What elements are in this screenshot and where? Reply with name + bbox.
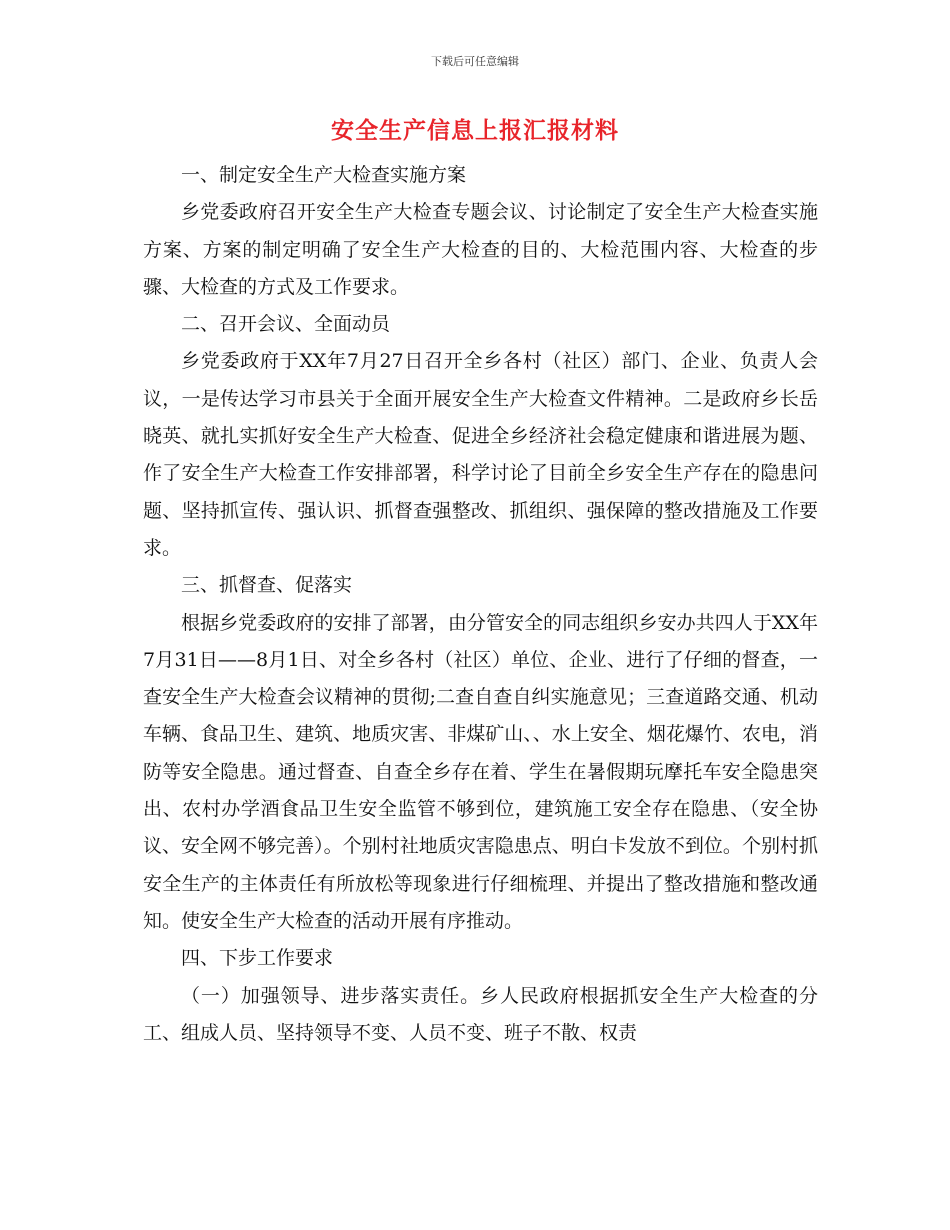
- paragraph-2: 乡党委政府于XX年7月27日召开全乡各村（社区）部门、企业、负责人会议，一是传达学习市县关于全面开展安全生产大检查文件精神。二是政府乡长岳晓英、就扎实抓好安全生产大检查、促进全乡经济社会稳定健康和谐进展为题、作了安全生产大检查工作安排部署，科学讨论了目前全乡安全生产存在的隐患问题、坚持抓宣传、强认识、抓督查强整改、抓组织、强保障的整改措施及工作要求。: [143, 350, 818, 559]
- section-heading-1: 一、制定安全生产大检查实施方案: [181, 164, 467, 186]
- document-body: [143, 157, 818, 1052]
- paragraph-4: （一）加强领导、进步落实责任。乡人民政府根据抓安全生产大检查的分工、组成人员、坚持领导不变、人员不变、班子不散、权责: [143, 984, 818, 1044]
- paragraph-1: 乡党委政府召开安全生产大检查专题会议、讨论制定了安全生产大检查实施方案、方案的制定明确了安全生产大检查的目的、大检范围内容、大检查的步骤、大检查的方式及工作要求。: [143, 201, 818, 298]
- section-heading-4: 四、下步工作要求: [181, 947, 334, 970]
- page-header-note: 下载后可任意编辑: [431, 55, 519, 68]
- section-heading-3: 三、抓督查、促落实: [181, 574, 353, 597]
- paragraph-3: 根据乡党委政府的安排了部署，由分管安全的同志组织乡安办共四人于XX年7月31日——8月1日、对全乡各村（社区）单位、企业、进行了仔细的督查，一查安全生产大检查会议精神的贯彻;二查自查自纠实施意见；三查道路交通、机动车辆、食品卫生、建筑、地质灾害、非煤矿山、、水上安全、烟花爆竹、农电，消防等安全隐患。通过督查、自查全乡存在着、学生在暑假期玩摩托车安全隐患突出、农村办学酒食品卫生安全监管不够到位，建筑施工安全存在隐患、（安全协议、安全网不够完善）。个别村社地质灾害隐患点、明白卡发放不到位。个别村抓安全生产的主体责任有所放松等现象进行仔细梳理、并提出了整改措施和整改通知。使安全生产大检查的活动开展有序推动。: [143, 611, 818, 932]
- section-heading-2: 二、召开会议、全面动员: [181, 313, 391, 336]
- document-title: 安全生产信息上报汇报材料: [331, 118, 619, 144]
